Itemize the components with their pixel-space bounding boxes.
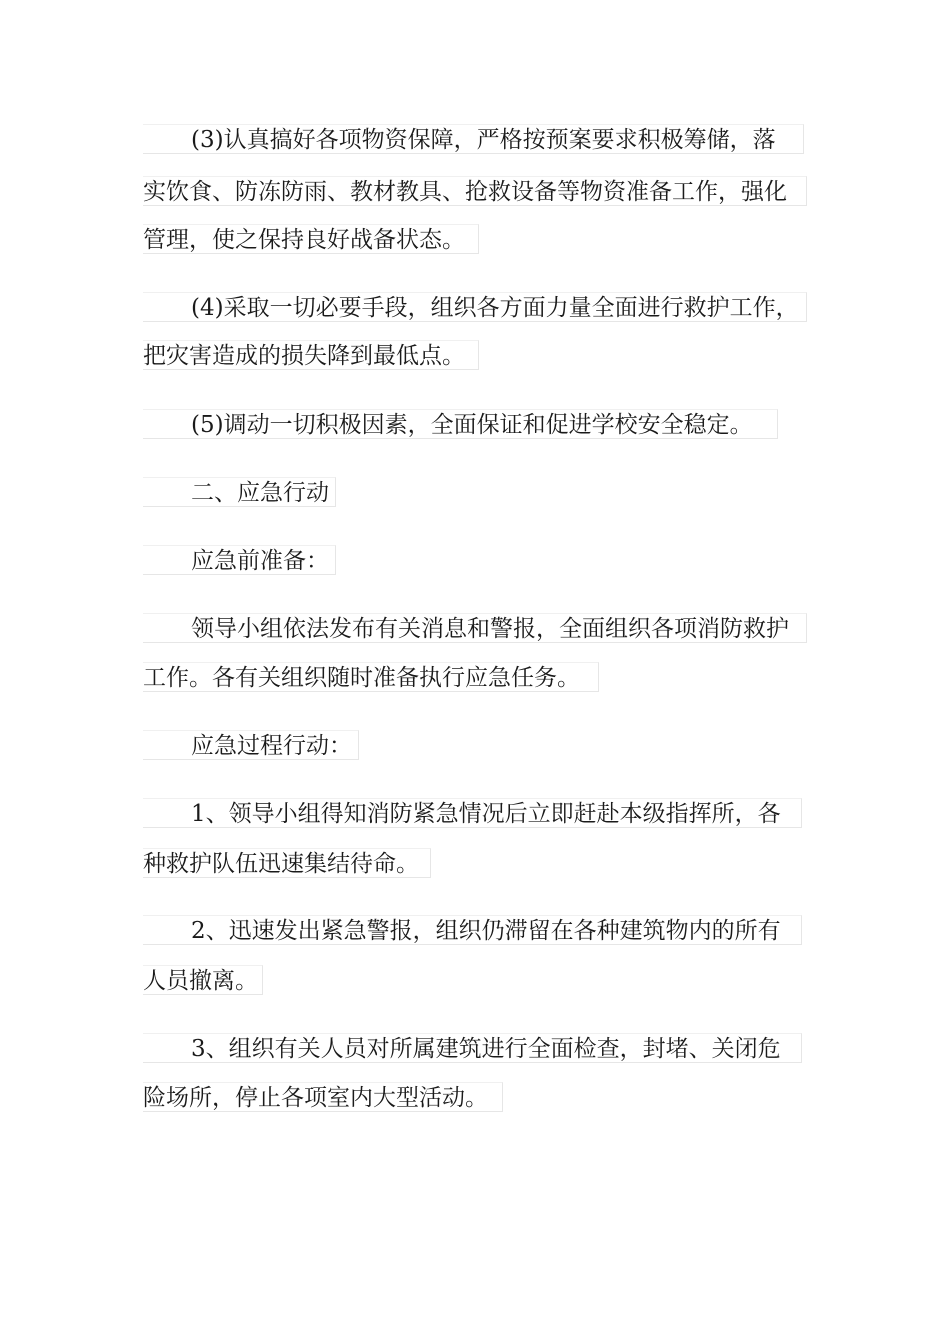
paragraph-3-line-2: 实饮食、防冻防雨、教材教具、抢救设备等物资准备工作，强化 bbox=[143, 176, 807, 206]
item-2-line-1: 2、迅速发出紧急警报，组织仍滞留在各种建筑物内的所有 bbox=[143, 915, 802, 945]
preparation-body-line-2: 工作。各有关组织随时准备执行应急任务。 bbox=[143, 662, 599, 692]
preparation-body-line-1: 领导小组依法发布有关消息和警报，全面组织各项消防救护 bbox=[143, 613, 807, 643]
paragraph-4-line-2: 把灾害造成的损失降到最低点。 bbox=[143, 340, 479, 370]
paragraph-5-line-1: (5)调动一切积极因素，全面保证和促进学校安全稳定。 bbox=[143, 409, 778, 439]
item-2-line-2: 人员撤离。 bbox=[143, 965, 263, 995]
process-title: 应急过程行动： bbox=[143, 730, 359, 760]
paragraph-4-line-1: (4)采取一切必要手段，组织各方面力量全面进行救护工作， bbox=[143, 292, 807, 322]
item-1-line-1: 1、领导小组得知消防紧急情况后立即赶赴本级指挥所，各 bbox=[143, 798, 802, 828]
section-heading: 二、应急行动 bbox=[143, 477, 336, 507]
item-3-line-1: 3、组织有关人员对所属建筑进行全面检查，封堵、关闭危 bbox=[143, 1033, 802, 1063]
preparation-title: 应急前准备： bbox=[143, 545, 336, 575]
paragraph-3-line-1: (3)认真搞好各项物资保障，严格按预案要求积极筹储，落 bbox=[143, 124, 804, 154]
paragraph-3-line-3: 管理，使之保持良好战备状态。 bbox=[143, 224, 479, 254]
item-1-line-2: 种救护队伍迅速集结待命。 bbox=[143, 848, 431, 878]
item-3-line-2: 险场所，停止各项室内大型活动。 bbox=[143, 1082, 503, 1112]
